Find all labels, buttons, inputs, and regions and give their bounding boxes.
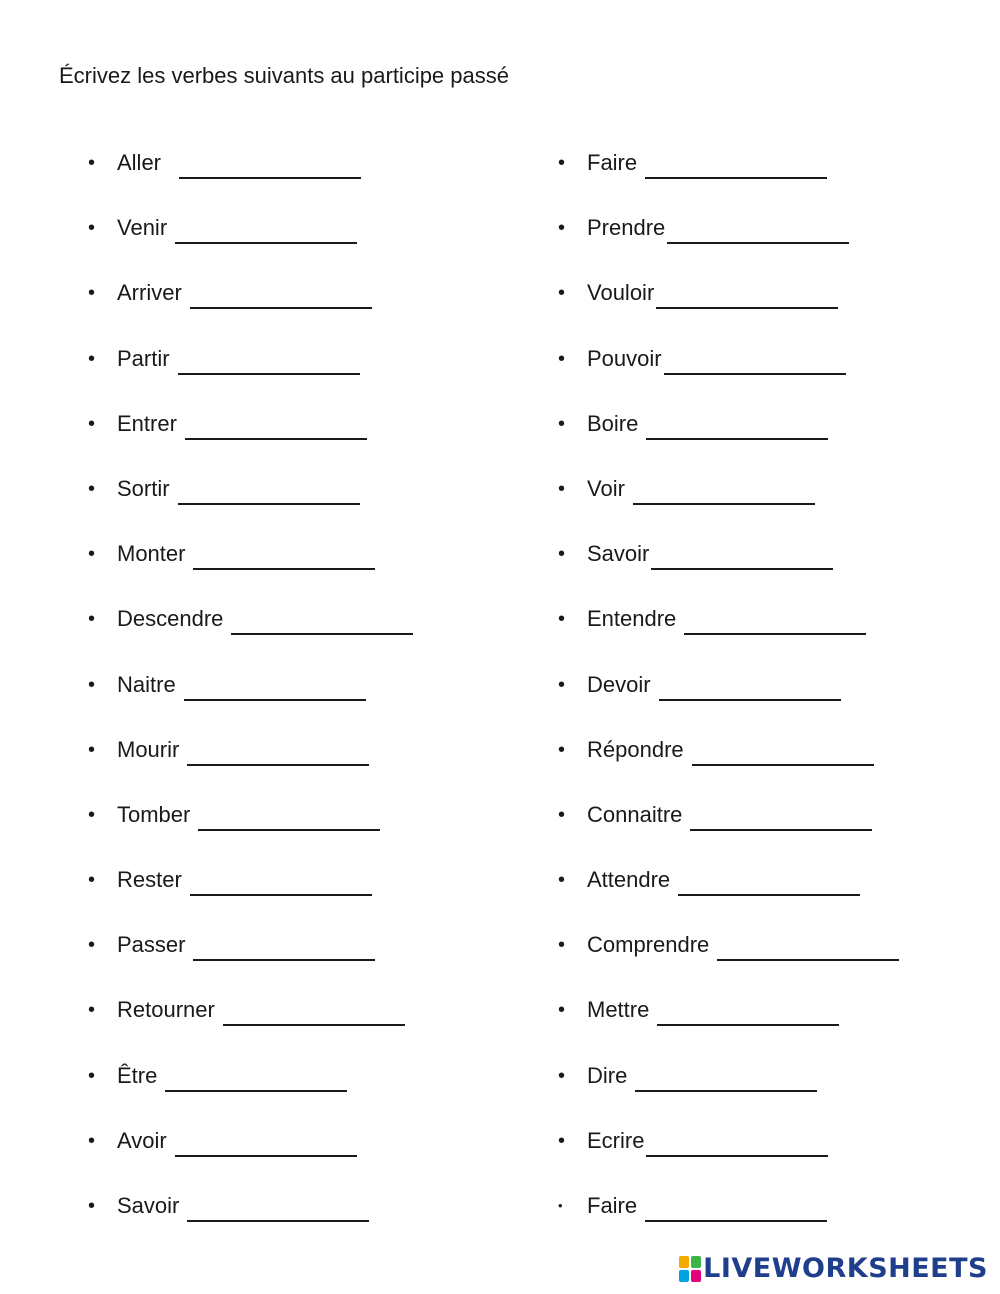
answer-input[interactable] [690,809,872,831]
bullet: • [558,1198,563,1213]
answer-input[interactable] [651,548,833,570]
answer-input[interactable] [190,874,372,896]
verb-label: Sortir [117,475,170,501]
verb-label: Faire [587,1193,638,1218]
verb-label: Tomber [117,801,191,827]
answer-input[interactable] [178,483,360,505]
bullet: • [558,999,566,1022]
list-item [558,1053,899,1118]
logo-square [691,1270,701,1282]
bullet: • [558,738,566,761]
verb-label: Savoir [117,1193,180,1218]
verb-label: Pouvoir [587,345,662,371]
list-item [558,1183,899,1248]
list-item [88,727,413,792]
list-item [558,336,899,401]
answer-input[interactable] [175,1135,357,1157]
bullet: • [88,347,96,370]
logo-text: LIVEWORKSHEETS [703,1253,988,1284]
answer-input[interactable] [692,744,874,766]
list-item [88,662,413,727]
verb-label: Boire [587,410,639,436]
right-verb-list [558,140,899,1248]
verb-label: Savoir [587,541,650,567]
answer-input[interactable] [656,287,838,309]
verb-label: Naitre [117,671,176,697]
bullet: • [88,412,96,435]
verb-label: Partir [117,345,170,371]
verb-label: Rester [117,867,182,893]
list-item [88,140,413,205]
answer-input[interactable] [178,353,360,375]
bullet: • [558,152,566,174]
logo-square [679,1256,689,1268]
logo-square [691,1256,701,1268]
list-item [558,662,899,727]
bullet: • [558,608,566,631]
bullet: • [88,217,96,240]
answer-input[interactable] [664,353,846,375]
answer-input[interactable] [165,1070,347,1092]
answer-input[interactable] [635,1070,817,1092]
answer-input[interactable] [185,418,367,440]
logo-square [679,1270,689,1282]
list-item [558,270,899,335]
verb-label: Faire [587,150,638,175]
answer-input[interactable] [190,287,372,309]
list-item [88,531,413,596]
verb-label: Dire [587,1062,628,1088]
list-item [558,727,899,792]
list-item [558,1118,899,1183]
list-item [88,857,413,922]
bullet: • [88,803,96,826]
verb-label: Venir [117,215,168,241]
answer-input[interactable] [667,222,849,244]
verb-label: Avoir [117,1127,167,1153]
answer-input[interactable] [179,157,361,179]
list-item [88,205,413,270]
answer-input[interactable] [198,809,380,831]
answer-input[interactable] [193,939,375,961]
verb-label: Passer [117,932,186,958]
liveworksheets-mark-icon [679,1256,701,1282]
verb-label: Devoir [587,671,651,697]
list-item [558,401,899,466]
list-item [88,792,413,857]
bullet: • [558,412,566,435]
verb-label: Répondre [587,736,684,762]
list-item [558,596,899,661]
verb-label: Mettre [587,997,650,1023]
list-item [88,1053,413,1118]
verb-label: Retourner [117,997,215,1023]
list-item [558,140,899,205]
list-item [558,857,899,922]
bullet: • [88,608,96,631]
bullet: • [88,543,96,566]
page-title: Écrivez les verbes suivants au participe passé [59,63,509,88]
list-item [558,922,899,987]
verb-label: Aller [117,150,162,175]
verb-label: Arriver [117,280,182,306]
left-verb-list [88,140,413,1248]
answer-input[interactable] [645,1200,827,1222]
list-item [558,466,899,531]
bullet: • [558,217,566,240]
verb-label: Entendre [587,606,677,632]
bullet: • [558,1129,566,1152]
liveworksheets-logo [679,1253,988,1284]
verb-label: Ecrire [587,1127,645,1153]
verb-label: Monter [117,541,186,567]
list-item [88,596,413,661]
answer-input[interactable] [717,939,899,961]
answer-input[interactable] [684,613,866,635]
answer-input[interactable] [175,222,357,244]
verb-label: Être [117,1062,158,1088]
bullet: • [88,152,96,174]
list-item [88,336,413,401]
list-item [558,792,899,857]
verb-label: Descendre [117,606,224,632]
verb-label: Voir [587,475,625,501]
list-item [88,1183,413,1248]
verb-label: Mourir [117,736,180,762]
bullet: • [88,1064,96,1087]
list-item [88,466,413,531]
bullet: • [88,1195,96,1217]
answer-input[interactable] [646,1135,828,1157]
verb-label: Vouloir [587,280,655,306]
bullet: • [558,869,566,892]
bullet: • [88,673,96,696]
verb-label: Connaitre [587,801,683,827]
answer-input[interactable] [646,418,828,440]
bullet: • [558,543,566,566]
list-item [558,987,899,1052]
bullet: • [88,738,96,761]
list-item [88,270,413,335]
list-item [558,205,899,270]
list-item [88,401,413,466]
list-item [88,987,413,1052]
verb-label: Comprendre [587,932,710,958]
bullet: • [558,1064,566,1087]
bullet: • [558,934,566,957]
answer-input[interactable] [184,679,366,701]
bullet: • [558,477,566,500]
answer-input[interactable] [657,1004,839,1026]
answer-input[interactable] [678,874,860,896]
answer-input[interactable] [193,548,375,570]
verb-label: Entrer [117,410,177,436]
bullet: • [88,869,96,892]
bullet: • [88,477,96,500]
answer-input[interactable] [645,157,827,179]
answer-input[interactable] [187,744,369,766]
bullet: • [88,1129,96,1152]
verb-label: Prendre [587,215,666,241]
answer-input[interactable] [231,613,413,635]
answer-input[interactable] [223,1004,405,1026]
list-item [88,1118,413,1183]
answer-input[interactable] [187,1200,369,1222]
bullet: • [558,803,566,826]
answer-input[interactable] [633,483,815,505]
bullet: • [88,282,96,305]
bullet: • [558,282,566,305]
bullet: • [88,999,96,1022]
bullet: • [88,934,96,957]
bullet: • [558,347,566,370]
list-item [88,922,413,987]
bullet: • [558,673,566,696]
verb-label: Attendre [587,867,671,893]
answer-input[interactable] [659,679,841,701]
list-item [558,531,899,596]
